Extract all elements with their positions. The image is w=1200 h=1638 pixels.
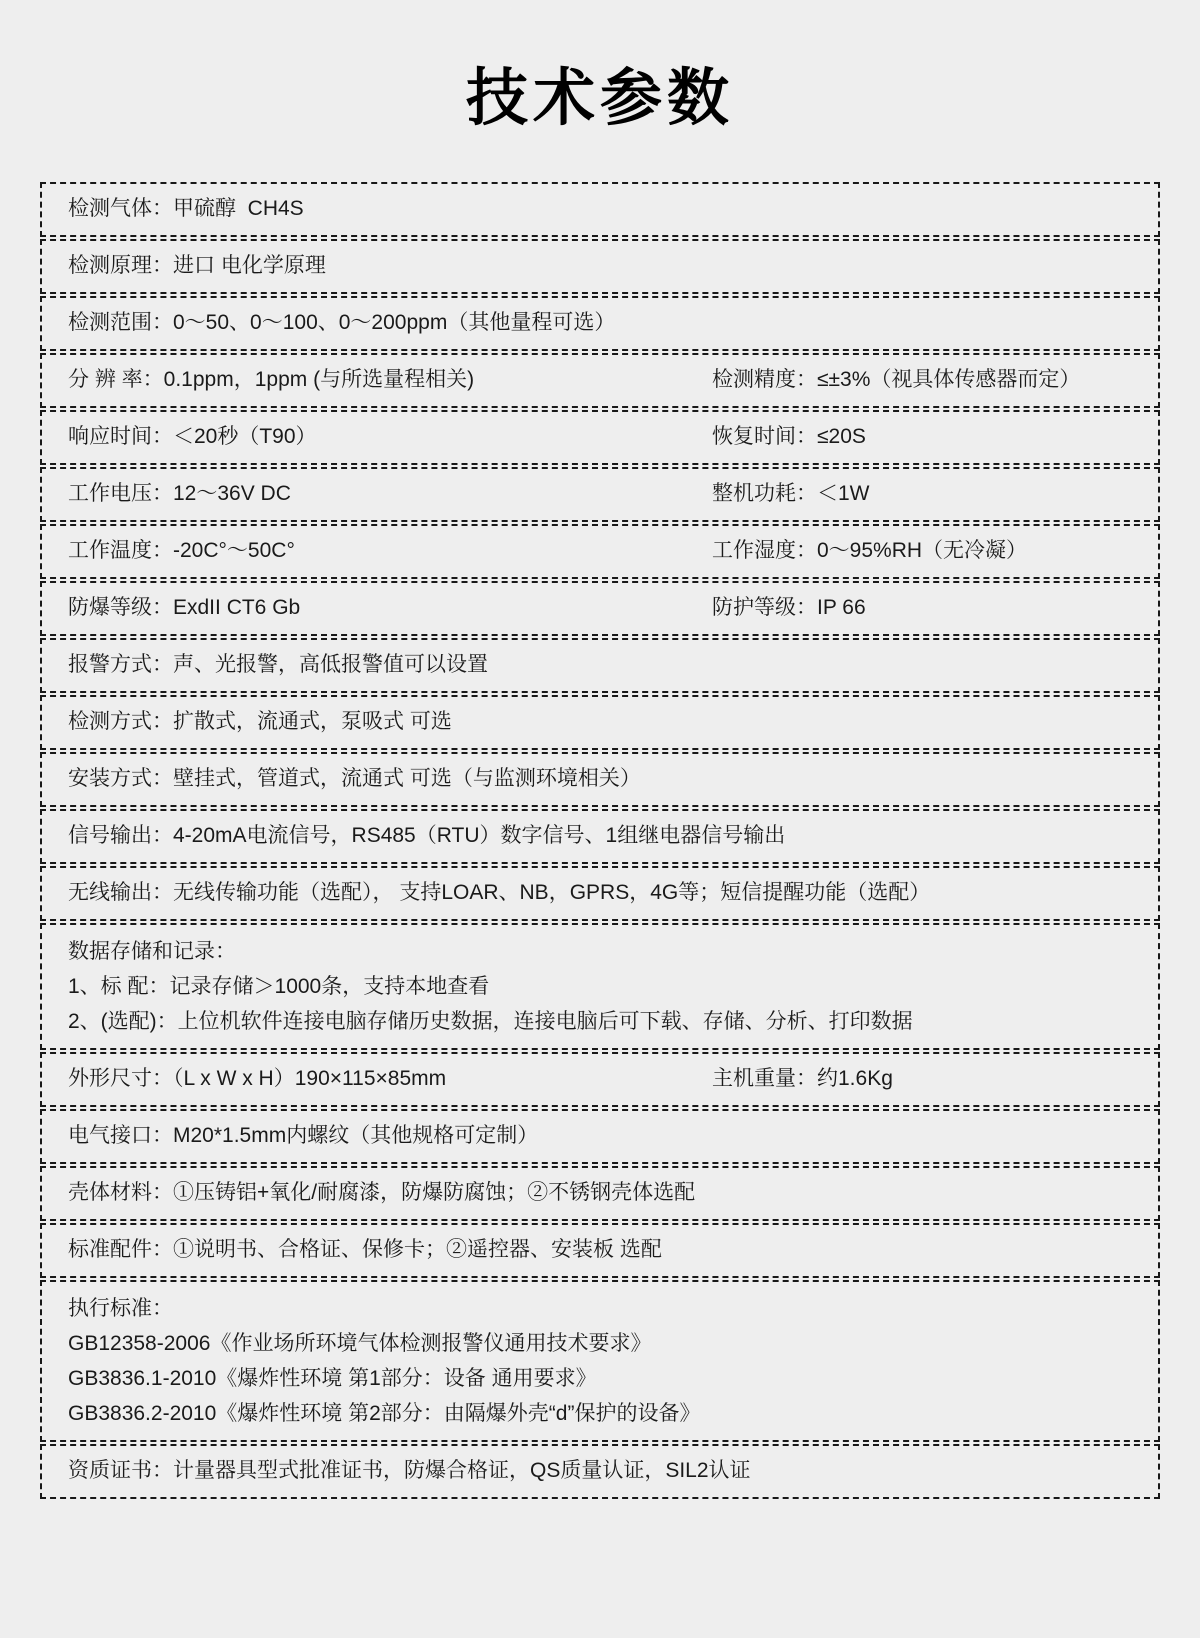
spec-text-left: 工作温度：-20C°～50C° bbox=[68, 538, 295, 562]
row-detect-principle bbox=[40, 239, 1160, 294]
spec-line: GB12358-2006《作业场所环境气体检测报警仪通用技术要求》 bbox=[68, 1331, 652, 1355]
spec-text-left: 分 辨 率：0.1ppm，1ppm (与所选量程相关) bbox=[68, 367, 475, 391]
row-temperature-humidity bbox=[40, 524, 1160, 579]
row-certificates bbox=[40, 1444, 1160, 1499]
row-resolution-accuracy bbox=[40, 353, 1160, 408]
row-detect-range bbox=[40, 296, 1160, 351]
row-electrical-interface bbox=[40, 1109, 1160, 1164]
spec-text-left: 防爆等级：ExdII CT6 Gb bbox=[68, 595, 301, 619]
spec-text: 无线输出：无线传输功能（选配）， 支持LOAR、NB，GPRS，4G等；短信提醒功能（选配） bbox=[68, 880, 931, 904]
spec-text: 检测方式：扩散式，流通式，泵吸式 可选 bbox=[68, 709, 452, 733]
row-response-recovery bbox=[40, 410, 1160, 465]
row-data-storage bbox=[40, 923, 1160, 1050]
spec-text: 检测范围：0～50、0～100、0～200ppm（其他量程可选） bbox=[68, 310, 616, 334]
spec-text-right: 主机重量：约1.6Kg bbox=[712, 1066, 893, 1090]
spec-text: 安装方式：壁挂式，管道式，流通式 可选（与监测环境相关） bbox=[68, 766, 641, 790]
spec-text: 报警方式：声、光报警，高低报警值可以设置 bbox=[68, 652, 488, 676]
spec-text-right: 恢复时间：≤20S bbox=[712, 424, 866, 448]
spec-text-right: 整机功耗：＜1W bbox=[712, 481, 870, 505]
spec-text: 壳体材料：①压铸铝+氧化/耐腐漆，防爆防腐蚀；②不锈钢壳体选配 bbox=[68, 1180, 696, 1204]
spec-text-left: 响应时间：＜20秒（T90） bbox=[68, 424, 317, 448]
spec-text: 信号输出：4-20mA电流信号，RS485（RTU）数字信号、1组继电器信号输出 bbox=[68, 823, 786, 847]
spec-text-right: 工作湿度：0～95%RH（无冷凝） bbox=[712, 538, 1028, 562]
spec-text-right: 防护等级：IP 66 bbox=[712, 595, 866, 619]
spec-table bbox=[40, 182, 1160, 1499]
spec-line: 数据存储和记录： bbox=[68, 939, 236, 963]
row-voltage-power bbox=[40, 467, 1160, 522]
spec-text: 电气接口：M20*1.5mm内螺纹（其他规格可定制） bbox=[68, 1123, 539, 1147]
row-wireless-output bbox=[40, 866, 1160, 921]
row-explosion-protection bbox=[40, 581, 1160, 636]
row-dimensions-weight bbox=[40, 1052, 1160, 1107]
row-alarm-mode bbox=[40, 638, 1160, 693]
spec-text: 资质证书：计量器具型式批准证书，防爆合格证，QS质量认证，SIL2认证 bbox=[68, 1458, 751, 1482]
spec-text: 检测原理：进口 电化学原理 bbox=[68, 253, 326, 277]
spec-text: 标准配件：①说明书、合格证、保修卡；②遥控器、安装板 选配 bbox=[68, 1237, 662, 1261]
spec-text-left: 外形尺寸：（L x W x H）190×115×85mm bbox=[68, 1066, 447, 1090]
spec-text-left: 工作电压：12～36V DC bbox=[68, 481, 291, 505]
row-installation bbox=[40, 752, 1160, 807]
page-title: 技术参数 bbox=[465, 64, 734, 133]
row-standard-accessories bbox=[40, 1223, 1160, 1278]
spec-line: 执行标准： bbox=[68, 1296, 173, 1320]
row-detection-mode bbox=[40, 695, 1160, 750]
row-housing-material bbox=[40, 1166, 1160, 1221]
spec-line: GB3836.2-2010《爆炸性环境 第2部分：由隔爆外壳“d”保护的设备》 bbox=[68, 1401, 701, 1425]
row-detect-gas bbox=[40, 182, 1160, 237]
spec-line: 2、(选配)：上位机软件连接电脑存储历史数据，连接电脑后可下载、存储、分析、打印数据 bbox=[68, 1009, 913, 1033]
row-signal-output bbox=[40, 809, 1160, 864]
spec-line: 1、标 配：记录存储＞1000条，支持本地查看 bbox=[68, 974, 490, 998]
spec-text: 检测气体：甲硫醇 CH4S bbox=[68, 196, 304, 220]
row-standards bbox=[40, 1280, 1160, 1442]
spec-text-right: 检测精度：≤±3%（视具体传感器而定） bbox=[712, 367, 1081, 391]
spec-sheet bbox=[0, 60, 1200, 1499]
spec-line: GB3836.1-2010《爆炸性环境 第1部分：设备 通用要求》 bbox=[68, 1366, 597, 1390]
